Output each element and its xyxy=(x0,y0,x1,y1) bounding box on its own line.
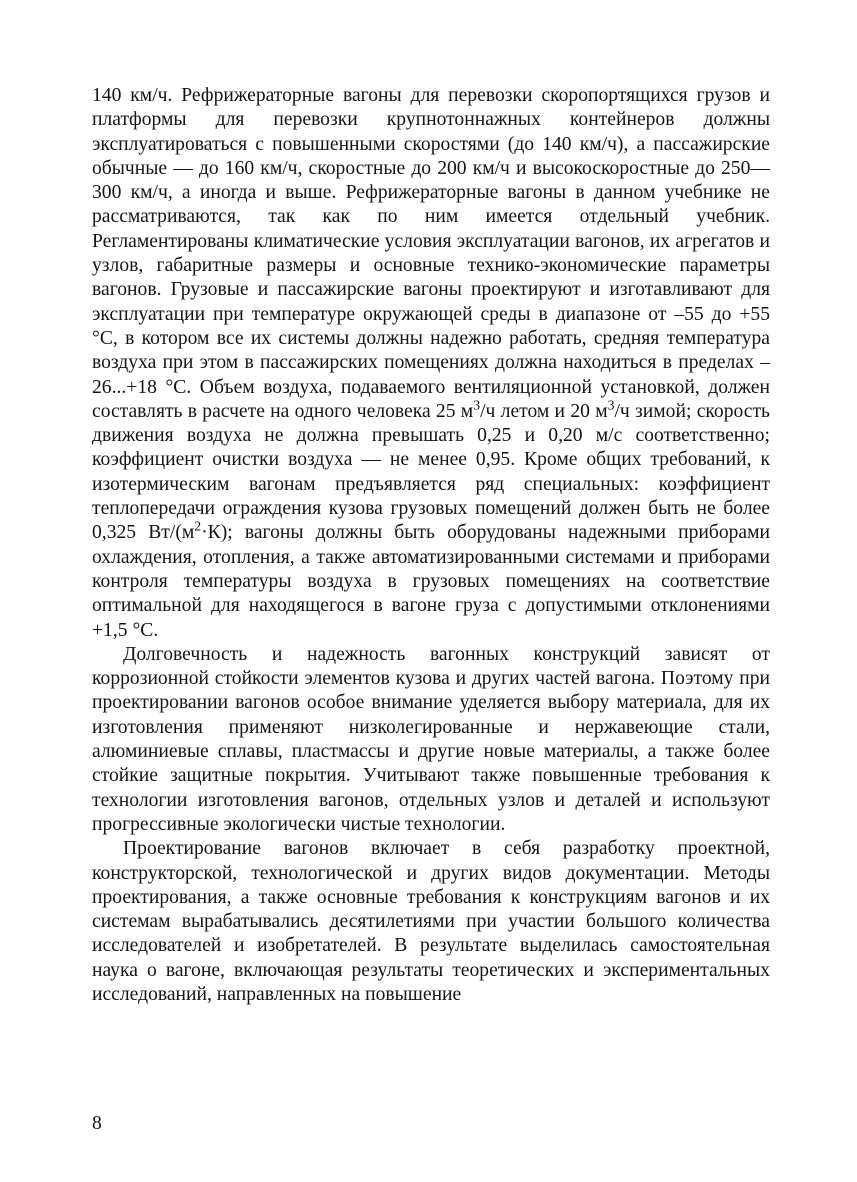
text-run: Долговечность и надежность вагонных конструкций зависят от коррозионной стойкости элементов кузова и других частей вагона. Поэтому при проектировании вагонов особое внимание уделяется выбору материала, для их изготовления применяют низколегированные и нержавеющие стали, алюминиевые сплавы, пластмассы и другие новые материалы, а также более стойкие защитные покрытия. Учитывают также повышенные требования к технологии изготовления вагонов, отдельных узлов и деталей и используют прогрессивные экологически чистые технологии. xyxy=(92,643,770,835)
paragraph xyxy=(92,643,770,837)
text-run: Проектирование вагонов включает в себя разработку проектной, конструкторской, технологической и других видов документации. Методы проектирования, а также основные требования к конструкциям вагонов и их системам вырабатывались десятилетиями при участии большого количества исследователей и изобретателей. В результате выделилась самостоятельная наука о вагоне, включающая результаты теоретических и экспериментальных исследований, направленных на повышение xyxy=(92,838,770,1005)
paragraph xyxy=(92,84,770,643)
text-run: 140 км/ч. Рефрижераторные вагоны для перевозки скоропортящихся грузов и платформы для перевозки крупнотоннажных контейнеров должны эксплуатироваться с повышенными скоростями (до 140 км/ч), а пассажирские обычные — до 160 км/ч, скоростные до 200 км/ч и высокоскоростные до 250—300 км/ч, а иногда и выше. Рефрижераторные вагоны в данном учебнике не рассматриваются, так как по ним имеется отдельный учебник. Регламентированы климатические условия эксплуатации вагонов, их агрегатов и узлов, габаритные размеры и основные технико-экономические параметры вагонов. Грузовые и пассажирские вагоны проектируют и изготавливают для эксплуатации при температуре окружающей среды в диапазоне от –55 до +55 °С, в котором все их системы должны надежно работать, средняя температура воздуха при этом в пассажирских помещениях должна находиться в пределах –26...+18 °С. Объем воздуха, подаваемого вентиляционной установкой, должен составлять в расчете на одного человека 25 м xyxy=(92,85,770,422)
page-body xyxy=(92,84,770,1007)
paragraph xyxy=(92,837,770,1007)
text-run: /ч зимой; скорость движения воздуха не должна превышать 0,25 и 0,20 м/с соответственно; коэффициент очистки воздуха — не менее 0,95. Кроме общих требований, к изотермическим вагонам предъявляется ряд специальных: коэффициент теплопередачи ограждения кузова грузовых помещений должен быть не более 0,325 Вт/(м xyxy=(92,400,770,544)
superscript: 3 xyxy=(473,397,481,413)
superscript: 2 xyxy=(194,518,202,534)
page-number: 8 xyxy=(92,1113,102,1134)
superscript: 3 xyxy=(607,397,615,413)
text-run: ·К); вагоны должны быть оборудованы надежными приборами охлаждения, отопления, а также автоматизированными системами и приборами контроля температуры воздуха в грузовых помещениях на соответствие оптимальной для находящегося в вагоне груза с допустимыми отклонениями +1,5 °С. xyxy=(92,522,770,641)
text-run: /ч летом и 20 м xyxy=(480,400,608,422)
